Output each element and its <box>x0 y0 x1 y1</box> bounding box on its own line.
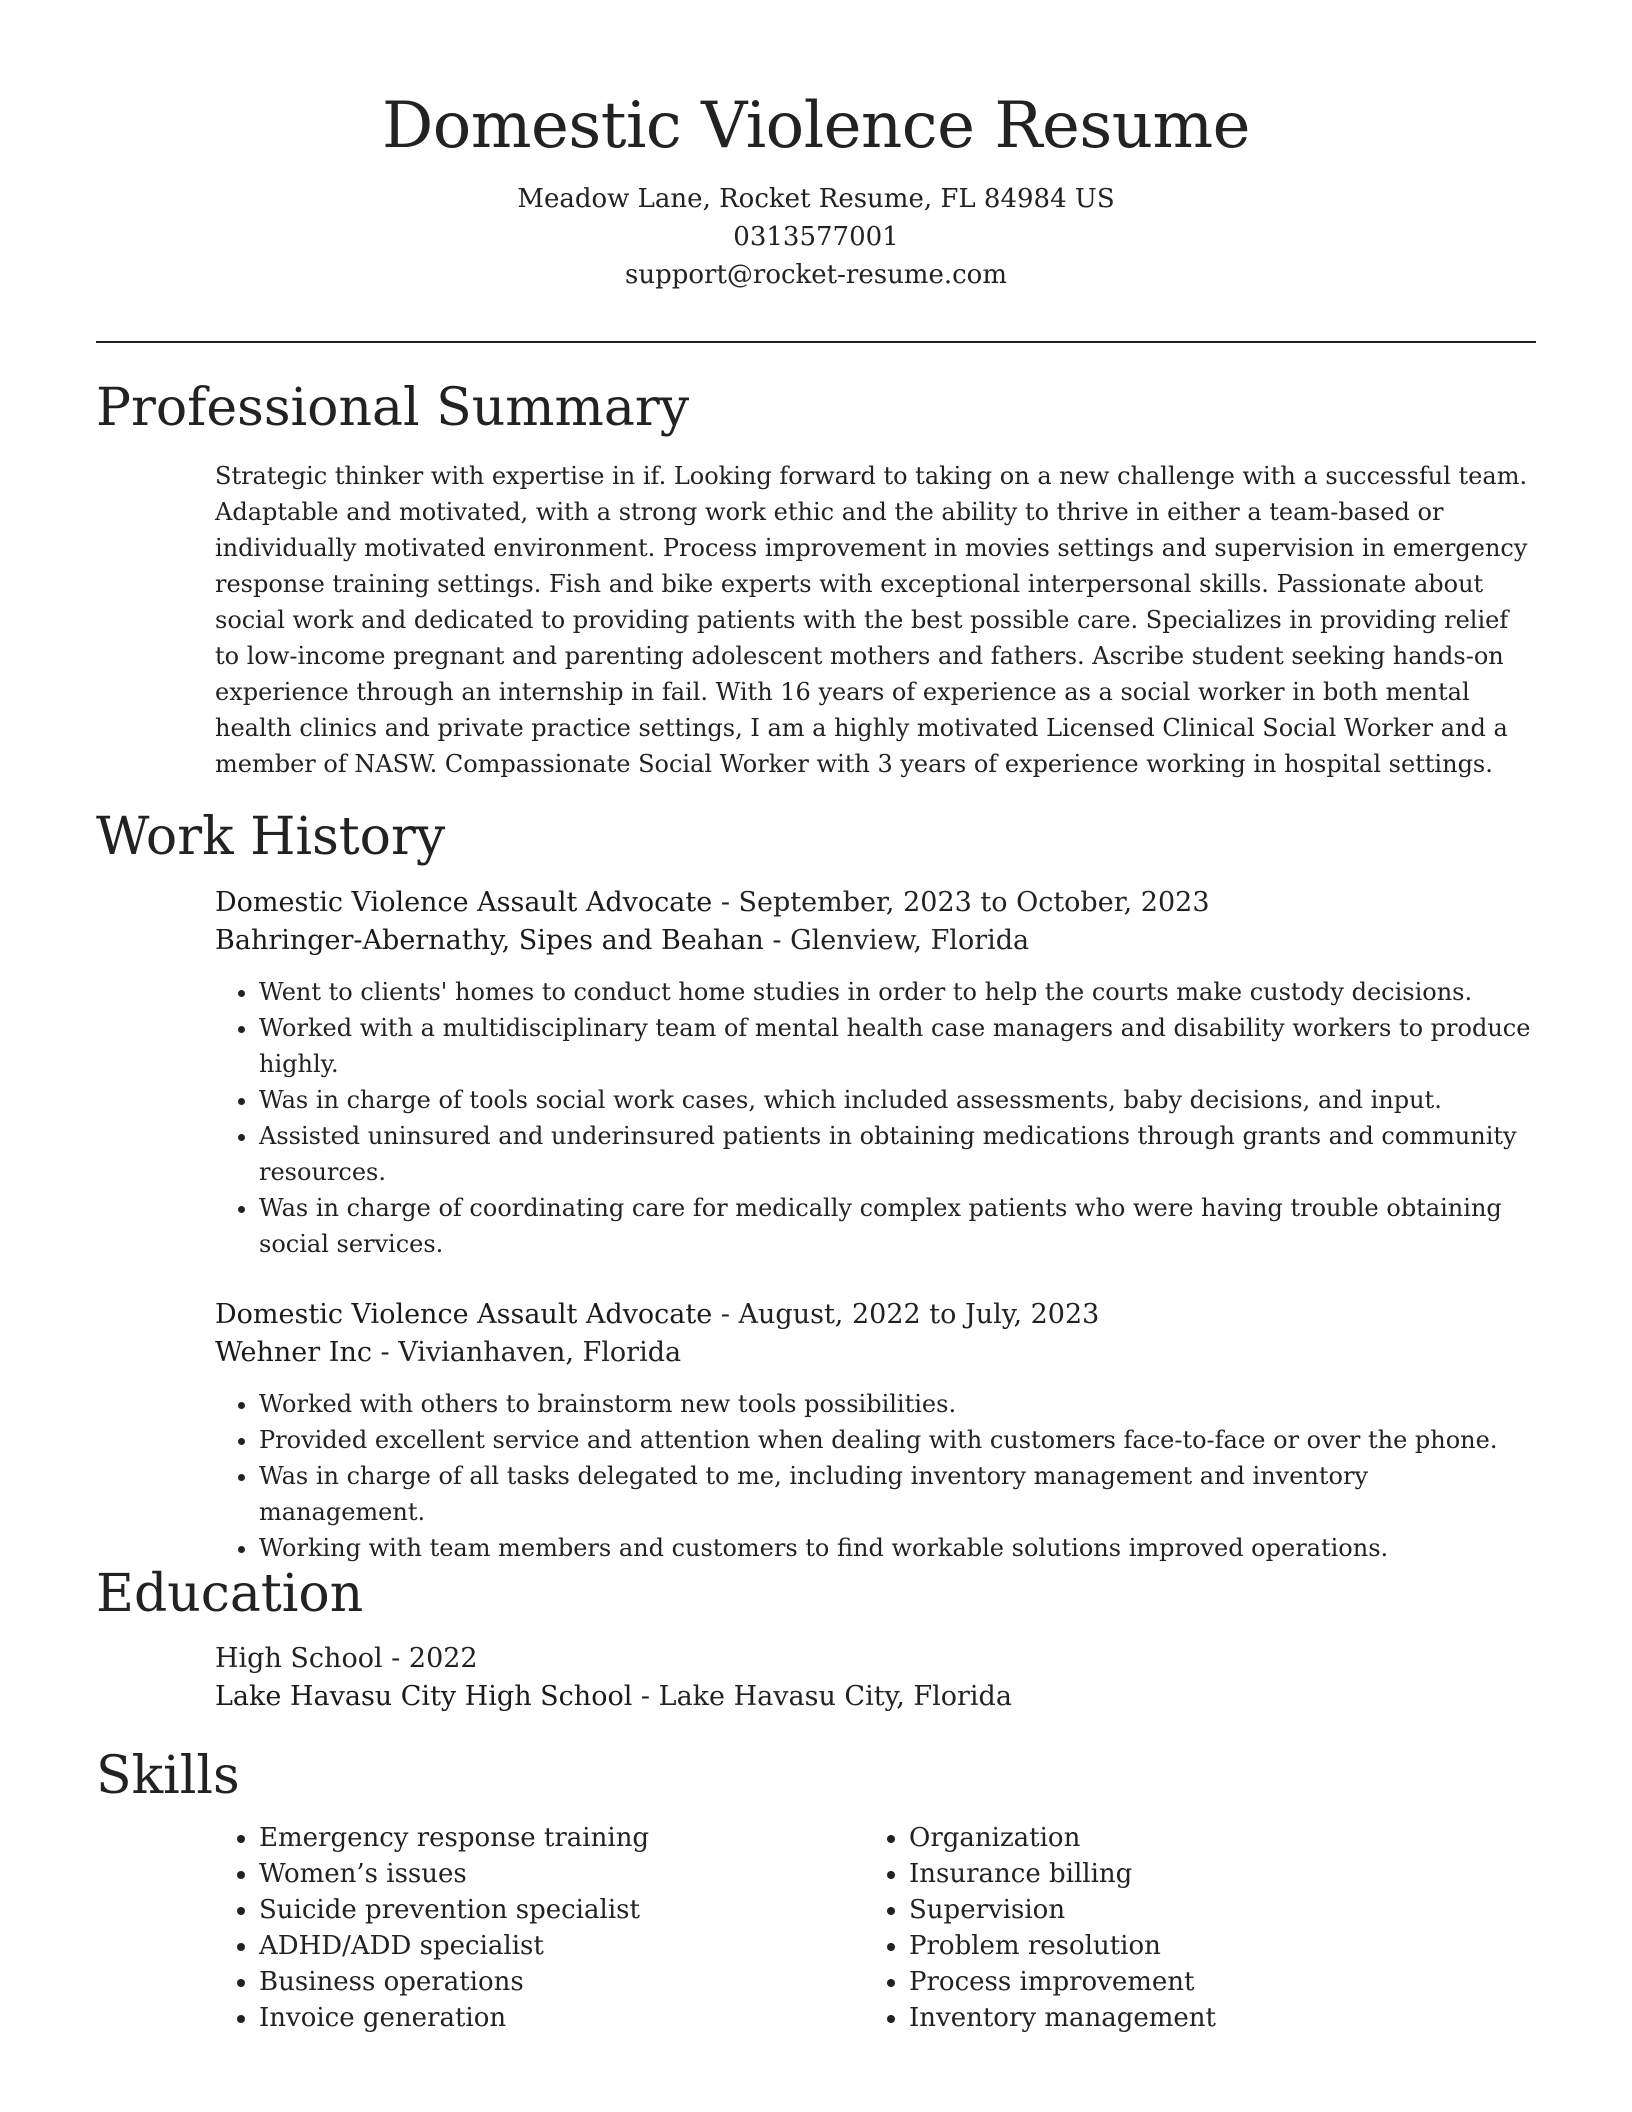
job-bullet: • Worked with others to brainstorm new tools possibilities. <box>259 1386 1535 1422</box>
skill-item: • Insurance billing <box>909 1856 1515 1892</box>
education-degree: High School <box>215 1643 383 1674</box>
job-bullet: • Worked with a multidisciplinary team of mental health case managers and disability workers to produce highly. <box>259 1010 1535 1082</box>
skill-item: • Inventory management <box>909 2000 1515 2036</box>
education-school: Lake Havasu City High School <box>215 1681 633 1712</box>
job-bullet: • Working with team members and customers to find workable solutions improved operations. <box>259 1530 1535 1566</box>
skills-section <box>215 1820 1535 2036</box>
separator: - <box>382 1643 409 1674</box>
skill-item: • Invoice generation <box>259 2000 865 2036</box>
skills-column-left <box>215 1820 865 2036</box>
education-school-line <box>215 1678 1535 1716</box>
job-title: Domestic Violence Assault Advocate <box>215 887 713 918</box>
separator: - <box>371 1337 399 1368</box>
education-year: 2022 <box>408 1643 478 1674</box>
job-bullet: • Provided excellent service and attention when dealing with customers face-to-face or over the phone. <box>259 1422 1535 1458</box>
contact-email: support@rocket-resume.com <box>624 260 1007 290</box>
skills-heading: Skills <box>96 1746 240 1806</box>
skill-item: • Women’s issues <box>259 1856 865 1892</box>
job-entry <box>215 884 1535 1262</box>
job-place-line <box>215 922 1535 960</box>
education-heading: Education <box>96 1564 364 1624</box>
skills-column-right <box>865 1820 1515 2036</box>
job-bullet: • Assisted uninsured and underinsured patients in obtaining medications through grants and community resources. <box>259 1118 1535 1190</box>
job-place-line <box>215 1334 1535 1372</box>
work-history-heading: Work History <box>96 807 446 867</box>
skill-item: • Emergency response training <box>259 1820 865 1856</box>
education-entry <box>215 1640 1535 1716</box>
skill-item: • Suicide prevention specialist <box>259 1892 865 1928</box>
skill-item: • Supervision <box>909 1892 1515 1928</box>
education-location: Lake Havasu City, Florida <box>658 1681 1012 1712</box>
contact-address: Meadow Lane, Rocket Resume, FL 84984 US <box>517 184 1115 214</box>
job-location: Vivianhaven, Florida <box>398 1337 682 1368</box>
summary-text: Strategic thinker with expertise in if. Looking forward to taking on a new challenge with a successful team. Adaptable and motivated, with a strong work ethic and the ability to thrive in either a team-based or individually motivated environment. Process improvement in movies settings and supervision in emergency response training settings. Fish and bike experts with exceptional interpersonal skills. Passionate about social work and dedicated to providing patients with the best possible care. Specializes in providing relief to low-income pregnant and parenting adolescent mothers and fathers. Ascribe student seeking hands-on experience through an internship in fail. With 16 years of experience as a social worker in both mental health clinics and private practice settings, I am a highly motivated Licensed Clinical Social Worker and a member of NASW. Compassionate Social Worker with 3 years of experience working in hospital settings. <box>215 462 1528 778</box>
job-bullets <box>215 1386 1535 1566</box>
skill-item: • Process improvement <box>909 1964 1515 2000</box>
separator: - <box>712 887 739 918</box>
job-title-line <box>215 884 1535 922</box>
job-bullet: • Went to clients' homes to conduct home studies in order to help the courts make custody decisions. <box>259 974 1535 1010</box>
separator: - <box>632 1681 659 1712</box>
job-entry <box>215 1296 1535 1566</box>
contact-phone: 0313577001 <box>733 222 899 252</box>
job-bullet: • Was in charge of all tasks delegated to me, including inventory management and inventory management. <box>259 1458 1535 1530</box>
header-divider <box>96 341 1536 343</box>
skill-item: • Business operations <box>259 1964 865 2000</box>
resume-header <box>96 80 1536 294</box>
resume-title: Domestic Violence Resume <box>381 89 1251 163</box>
skill-item: • Organization <box>909 1820 1515 1856</box>
skill-item: • ADHD/ADD specialist <box>259 1928 865 1964</box>
education-degree-line <box>215 1640 1535 1678</box>
job-bullet: • Was in charge of coordinating care for medically complex patients who were having trouble obtaining social services. <box>259 1190 1535 1262</box>
skills-list-right <box>865 1820 1515 2036</box>
skill-item: • Problem resolution <box>909 1928 1515 1964</box>
job-bullet: • Was in charge of tools social work cases, which included assessments, baby decisions, and input. <box>259 1082 1535 1118</box>
separator: - <box>712 1299 739 1330</box>
job-title-line <box>215 1296 1535 1334</box>
skills-columns <box>215 1820 1535 2036</box>
job-dates: September, 2023 to October, 2023 <box>738 887 1210 918</box>
job-location: Glenview, Florida <box>790 925 1030 956</box>
job-bullets <box>215 974 1535 1262</box>
job-dates: August, 2022 to July, 2023 <box>738 1299 1100 1330</box>
job-title: Domestic Violence Assault Advocate <box>215 1299 713 1330</box>
job-company: Wehner Inc <box>215 1337 372 1368</box>
separator: - <box>763 925 791 956</box>
summary-section <box>215 458 1535 782</box>
skills-list-left <box>215 1820 865 2036</box>
job-company: Bahringer-Abernathy, Sipes and Beahan <box>215 925 764 956</box>
summary-heading: Professional Summary <box>96 378 690 438</box>
